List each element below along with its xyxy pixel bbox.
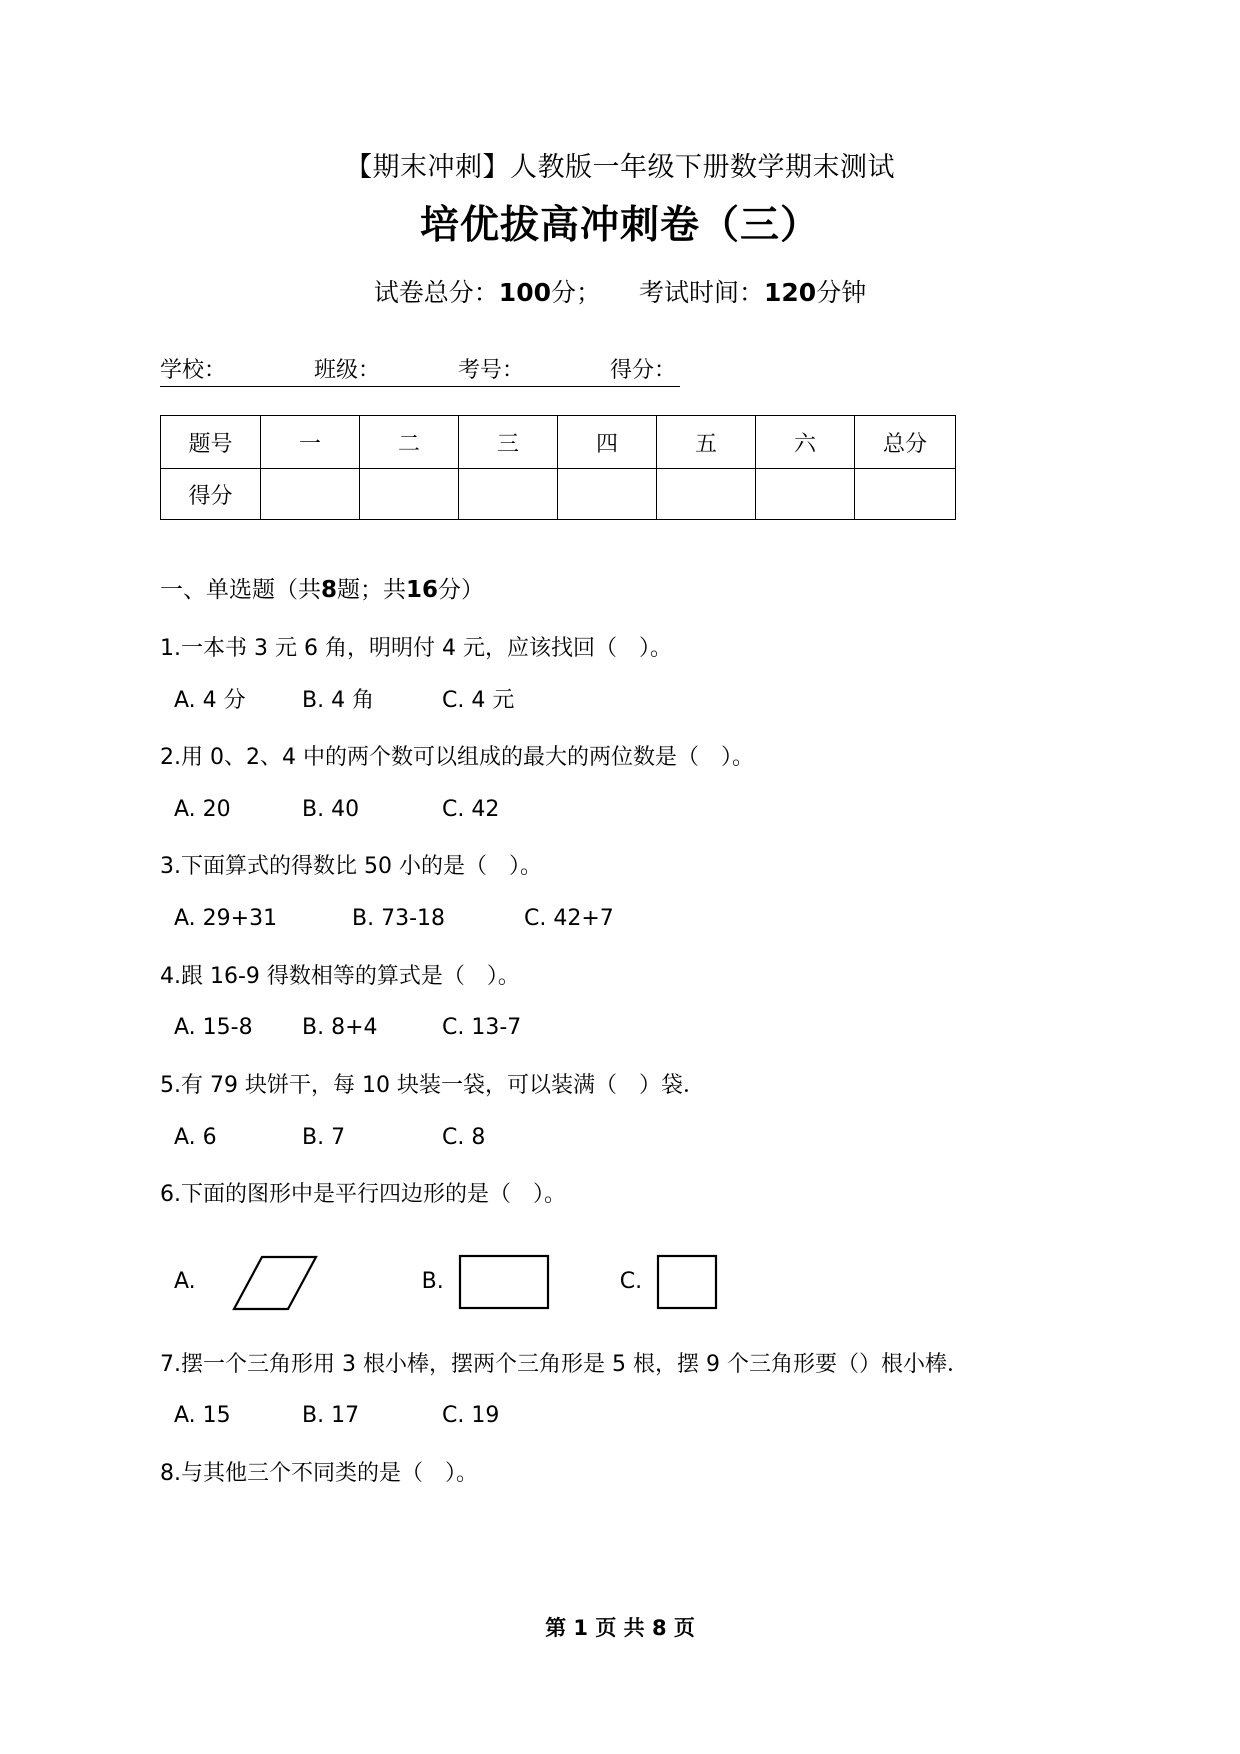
question-7-text: 7.摆一个三角形用 3 根小棒，摆两个三角形是 5 根，摆 9 个三角形要（）根小棒． bbox=[160, 1351, 969, 1377]
question-6-text: 6.下面的图形中是平行四边形的是（ ）。 bbox=[160, 1182, 566, 1208]
question-6-option-a[interactable] bbox=[174, 1253, 320, 1311]
table-row-question-numbers bbox=[161, 416, 956, 469]
section-prefix: 一、单选题（共 bbox=[160, 577, 321, 604]
section-question-count: 8 bbox=[321, 577, 338, 604]
column-header-2: 二 bbox=[360, 416, 459, 469]
total-score-unit: 分； bbox=[550, 277, 601, 307]
question-6-option-a-letter: A. bbox=[174, 1269, 196, 1295]
question-2-option-a[interactable]: A. 20 bbox=[174, 796, 231, 822]
question-3-option-a[interactable]: A. 29+31 bbox=[174, 906, 278, 932]
score-cell-4[interactable] bbox=[558, 469, 657, 520]
page-footer bbox=[0, 1564, 1240, 1754]
exam-number-field[interactable] bbox=[458, 353, 610, 387]
exam-subtitle: 【期末冲刺】人教版一年级下册数学期末测试 bbox=[345, 152, 895, 183]
row-label-question-number: 题号 bbox=[161, 416, 261, 469]
score-cell-5[interactable] bbox=[657, 469, 756, 520]
exam-meta bbox=[160, 274, 1080, 312]
exam-time-value: 120 bbox=[764, 277, 817, 307]
question-5-options bbox=[160, 1120, 1080, 1156]
question-6-option-c[interactable] bbox=[620, 1253, 718, 1311]
page-number: 第 1 页 共 8 页 bbox=[545, 1616, 695, 1640]
question-7-option-a[interactable]: A. 15 bbox=[174, 1403, 231, 1429]
question-1-options bbox=[160, 683, 1080, 719]
question-8-text: 8.与其他三个不同类的是（ ）。 bbox=[160, 1461, 478, 1487]
section-point-total: 16 bbox=[406, 577, 439, 604]
question-1-option-c[interactable]: C. 4 元 bbox=[442, 687, 515, 713]
question-1-text: 1.一本书 3 元 6 角，明明付 4 元，应该找回（ ）。 bbox=[160, 635, 672, 661]
class-field[interactable] bbox=[314, 353, 458, 387]
square-icon bbox=[656, 1253, 718, 1311]
question-8 bbox=[160, 1456, 1080, 1492]
document-header bbox=[160, 0, 1080, 311]
question-6-options bbox=[160, 1239, 1080, 1325]
question-4-option-a[interactable]: A. 15-8 bbox=[174, 1015, 253, 1041]
column-header-6: 六 bbox=[756, 416, 855, 469]
question-5-text: 5.有 79 块饼干，每 10 块装一袋，可以装满（ ）袋． bbox=[160, 1072, 705, 1098]
question-6-option-b[interactable] bbox=[422, 1253, 550, 1311]
column-header-5: 五 bbox=[657, 416, 756, 469]
score-cell-3[interactable] bbox=[459, 469, 558, 520]
question-4-option-b[interactable]: B. 8+4 bbox=[302, 1015, 378, 1041]
question-2 bbox=[160, 740, 1080, 776]
question-2-options bbox=[160, 792, 1080, 828]
question-5-option-c[interactable]: C. 8 bbox=[442, 1124, 486, 1150]
score-label: 得分： bbox=[610, 358, 677, 384]
question-7-options bbox=[160, 1398, 1080, 1434]
question-7-option-b[interactable]: B. 17 bbox=[302, 1403, 360, 1429]
exam-number-label: 考号： bbox=[458, 358, 525, 384]
exam-time-unit: 分钟 bbox=[816, 277, 867, 307]
school-field[interactable] bbox=[160, 353, 314, 387]
parallelogram-icon bbox=[210, 1253, 320, 1311]
total-score-value: 100 bbox=[498, 277, 551, 307]
question-4-option-c[interactable]: C. 13-7 bbox=[442, 1015, 522, 1041]
question-7 bbox=[160, 1347, 1080, 1383]
school-label: 学校： bbox=[160, 358, 227, 384]
question-5 bbox=[160, 1068, 1080, 1104]
question-3-option-b[interactable]: B. 73-18 bbox=[352, 906, 446, 932]
score-cell-6[interactable] bbox=[756, 469, 855, 520]
question-2-text: 2.用 0、2、4 中的两个数可以组成的最大的两位数是（ ）。 bbox=[160, 745, 754, 771]
question-3-options bbox=[160, 901, 1080, 937]
question-2-option-c[interactable]: C. 42 bbox=[442, 796, 500, 822]
row-label-score: 得分 bbox=[161, 469, 261, 520]
section-middle: 题；共 bbox=[337, 577, 407, 604]
exam-time-label: 考试时间： bbox=[639, 277, 765, 307]
total-score-label: 试卷总分： bbox=[373, 277, 499, 307]
question-3-text: 3.下面算式的得数比 50 小的是（ ）。 bbox=[160, 854, 542, 880]
question-4-text: 4.跟 16-9 得数相等的算式是（ ）。 bbox=[160, 963, 520, 989]
class-label: 班级： bbox=[314, 358, 381, 384]
column-header-4: 四 bbox=[558, 416, 657, 469]
question-6 bbox=[160, 1177, 1080, 1213]
question-2-option-b[interactable]: B. 40 bbox=[302, 796, 360, 822]
score-cell-1[interactable] bbox=[261, 469, 360, 520]
question-5-option-b[interactable]: B. 7 bbox=[302, 1124, 346, 1150]
question-6-option-b-letter: B. bbox=[421, 1269, 444, 1295]
question-1 bbox=[160, 631, 1080, 667]
question-6-option-c-letter: C. bbox=[619, 1269, 643, 1295]
question-5-option-a[interactable]: A. 6 bbox=[174, 1124, 217, 1150]
question-3-option-c[interactable]: C. 42+7 bbox=[524, 906, 614, 932]
question-7-option-c[interactable]: C. 19 bbox=[442, 1403, 500, 1429]
student-info-row bbox=[160, 353, 1080, 387]
column-header-1: 一 bbox=[261, 416, 360, 469]
column-header-total: 总分 bbox=[855, 416, 956, 469]
score-cell-total[interactable] bbox=[855, 469, 956, 520]
question-3 bbox=[160, 849, 1080, 885]
score-field[interactable] bbox=[610, 353, 680, 387]
exam-title: 培优拔高冲刺卷（三） bbox=[419, 203, 820, 249]
question-4-options bbox=[160, 1010, 1080, 1046]
rectangle-icon bbox=[458, 1253, 550, 1311]
section-suffix: 分） bbox=[438, 577, 485, 604]
score-table bbox=[160, 415, 956, 520]
question-1-option-a[interactable]: A. 4 分 bbox=[174, 687, 246, 713]
score-cell-2[interactable] bbox=[360, 469, 459, 520]
question-4 bbox=[160, 959, 1080, 995]
question-1-option-b[interactable]: B. 4 角 bbox=[302, 687, 375, 713]
column-header-3: 三 bbox=[459, 416, 558, 469]
table-row-scores bbox=[161, 469, 956, 520]
section-title-multiple-choice bbox=[160, 572, 1080, 609]
